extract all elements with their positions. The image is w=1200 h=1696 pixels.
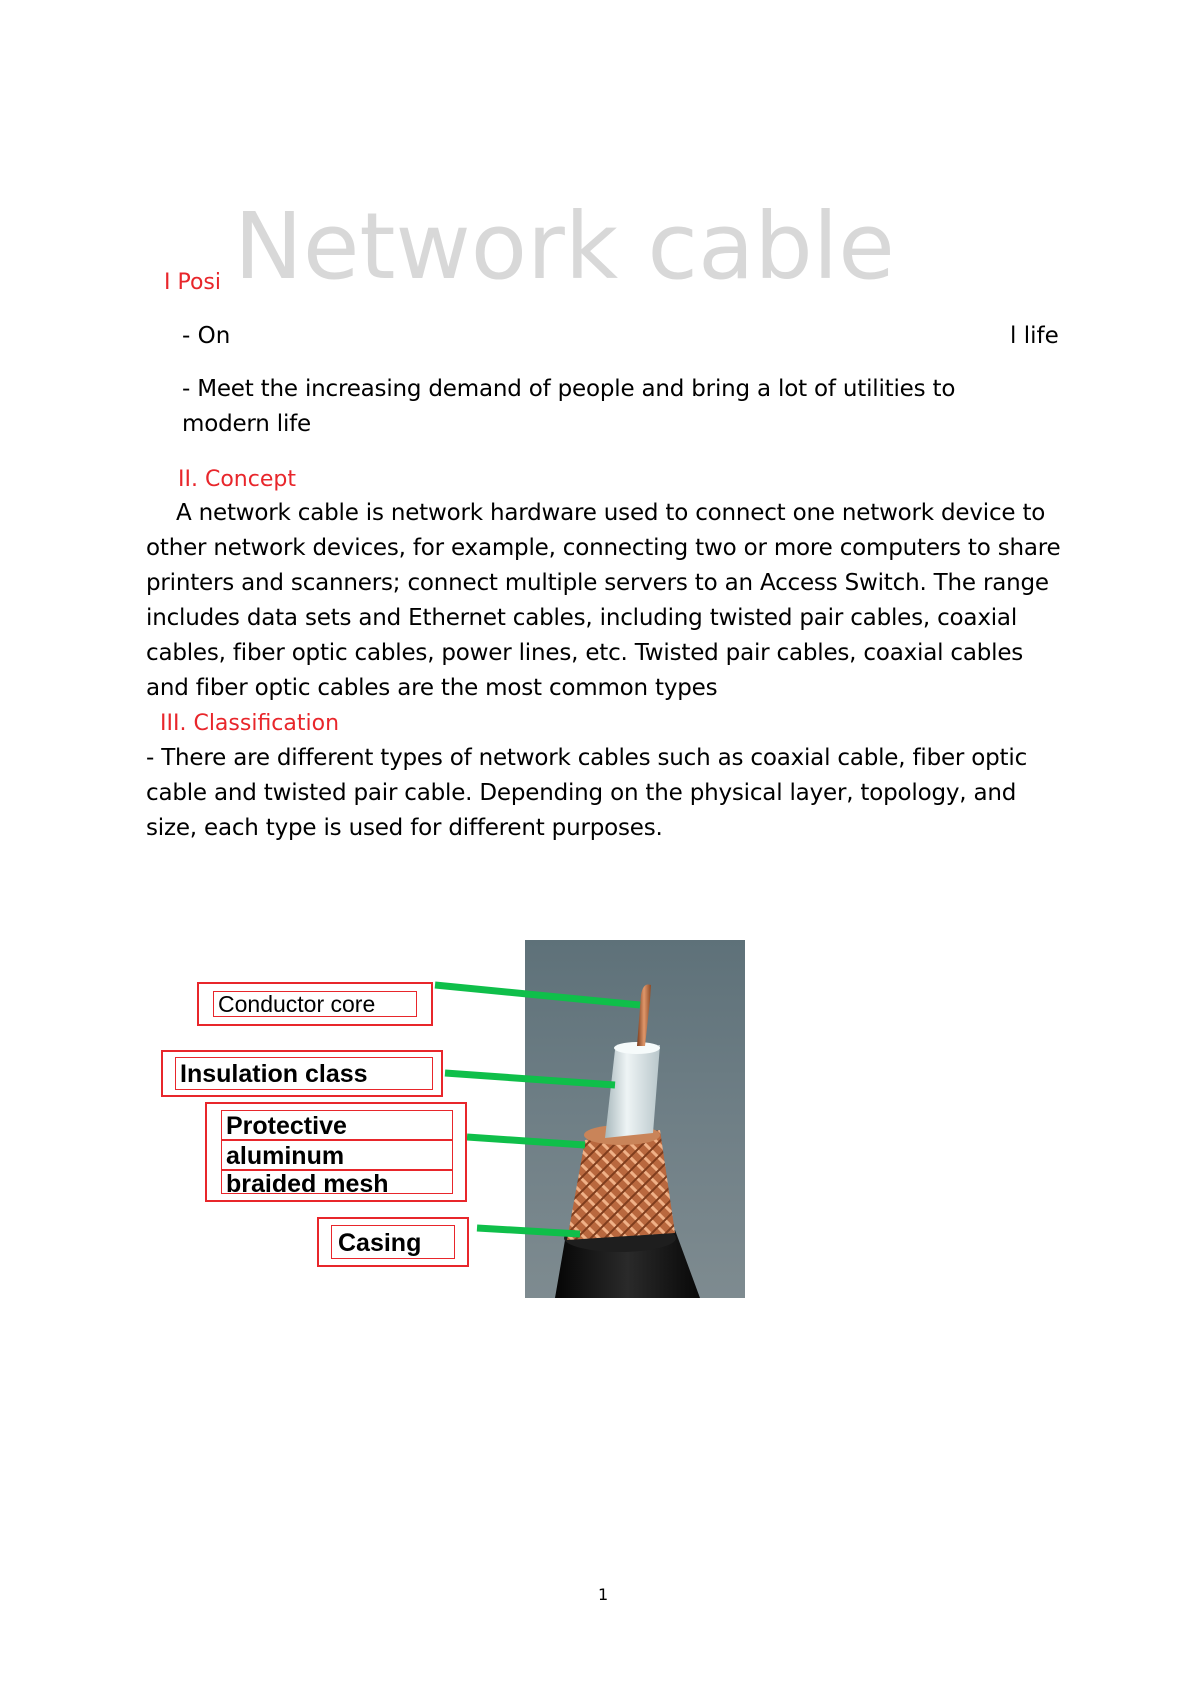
section1-line1-start: - On xyxy=(182,323,231,349)
page-number: 1 xyxy=(598,1585,609,1604)
label-protective-mesh-outer xyxy=(205,1102,467,1202)
leader-line-conductor xyxy=(435,985,640,1005)
label-conductor-core: Conductor core xyxy=(213,991,417,1017)
label-protective-line3: braided mesh xyxy=(221,1170,453,1194)
section1-heading: I Posi xyxy=(164,270,221,295)
section3-heading: III. Classification xyxy=(160,711,340,736)
leader-line-casing xyxy=(477,1228,580,1234)
section1-line1-end: l life xyxy=(1010,323,1059,349)
section1-bullet2-line2: modern life xyxy=(182,411,311,437)
classification-paragraph: - There are different types of network cables such as coaxial cable, fiber optic cable and twisted pair cable. Depending on the physical layer, topology, and size, each type is used for different purposes. xyxy=(146,745,1028,841)
leader-line-insulation xyxy=(445,1073,615,1085)
label-casing: Casing xyxy=(331,1225,455,1259)
label-protective-line2: aluminum xyxy=(221,1140,453,1170)
concept-paragraph-block xyxy=(146,496,1066,706)
label-casing-outer xyxy=(317,1217,469,1267)
cable-figure xyxy=(155,940,755,1300)
label-conductor-core-outer xyxy=(197,982,433,1026)
section2-heading: II. Concept xyxy=(178,467,296,492)
document-title: Network cable xyxy=(234,193,895,300)
classification-paragraph-block xyxy=(146,741,1066,846)
label-protective-line1: Protective xyxy=(221,1110,453,1140)
concept-paragraph: A network cable is network hardware used to connect one network device to other network devices, for example, connecting two or more computers to share printers and scanners; connect multiple servers to an Access Switch. The range includes data sets and Ethernet cables, including twisted pair cables, coaxial cables, fiber optic cables, power lines, etc. Twisted pair cables, coaxial cables and fiber optic cables are the most common types xyxy=(146,500,1061,701)
label-insulation-class-outer xyxy=(161,1050,443,1097)
section1-bullet2 xyxy=(182,372,955,442)
label-insulation-class: Insulation class xyxy=(175,1057,433,1090)
leader-line-braid xyxy=(467,1137,585,1145)
section1-bullet2-line1: - Meet the increasing demand of people and bring a lot of utilities to xyxy=(182,376,956,402)
